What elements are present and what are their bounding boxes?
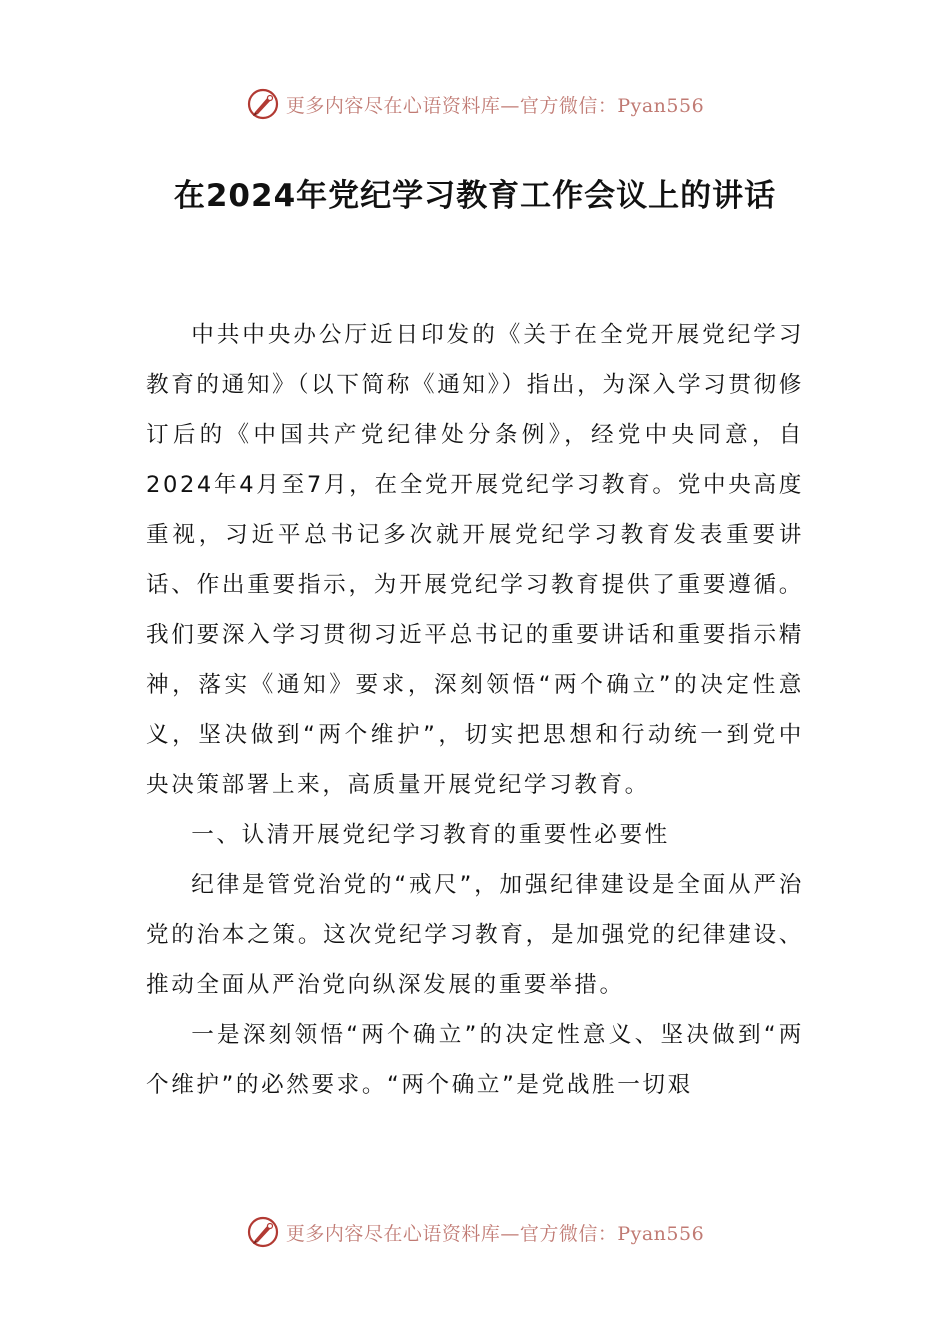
paragraph: 纪律是管党治党的“戒尺”，加强纪律建设是全面从严治党的治本之策。这次党纪学习教育，是加强党的纪律建设、推动全面从严治党向纵深发展的重要举措。 — [146, 872, 804, 998]
document-body — [146, 310, 804, 1110]
document-title: 在2024年党纪学习教育工作会议上的讲话 — [173, 178, 777, 214]
watermark-header — [0, 84, 950, 124]
paragraph: 一是深刻领悟“两个确立”的决定性意义、坚决做到“两个维护”的必然要求。“两个确立”是党战胜一切艰 — [146, 1022, 804, 1098]
watermark-footer — [0, 1212, 950, 1252]
section-heading: 一、认清开展党纪学习教育的重要性必要性 — [191, 822, 670, 848]
paragraph: 中共中央办公厅近日印发的《关于在全党开展党纪学习教育的通知》（以下简称《通知》）指出，为深入学习贯彻修订后的《中国共产党纪律处分条例》，经党中央同意，自2024年4月至7月，在全党开展党纪学习教育。党中央高度重视，习近平总书记多次就开展党纪学习教育发表重要讲话、作出重要指示，为开展党纪学习教育提供了重要遵循。我们要深入学习贯彻习近平总书记的重要讲话和重要指示精神，落实《通知》要求，深刻领悟“两个确立”的决定性意义，坚决做到“两个维护”，切实把思想和行动统一到党中央决策部署上来，高质量开展党纪学习教育。 — [146, 322, 804, 798]
watermark-text: 更多内容尽在心语资料库—官方微信：Pyan556 — [285, 1222, 705, 1245]
pen-logo-icon — [246, 1215, 280, 1249]
pen-logo-icon — [246, 87, 280, 121]
watermark-text: 更多内容尽在心语资料库—官方微信：Pyan556 — [285, 94, 705, 117]
